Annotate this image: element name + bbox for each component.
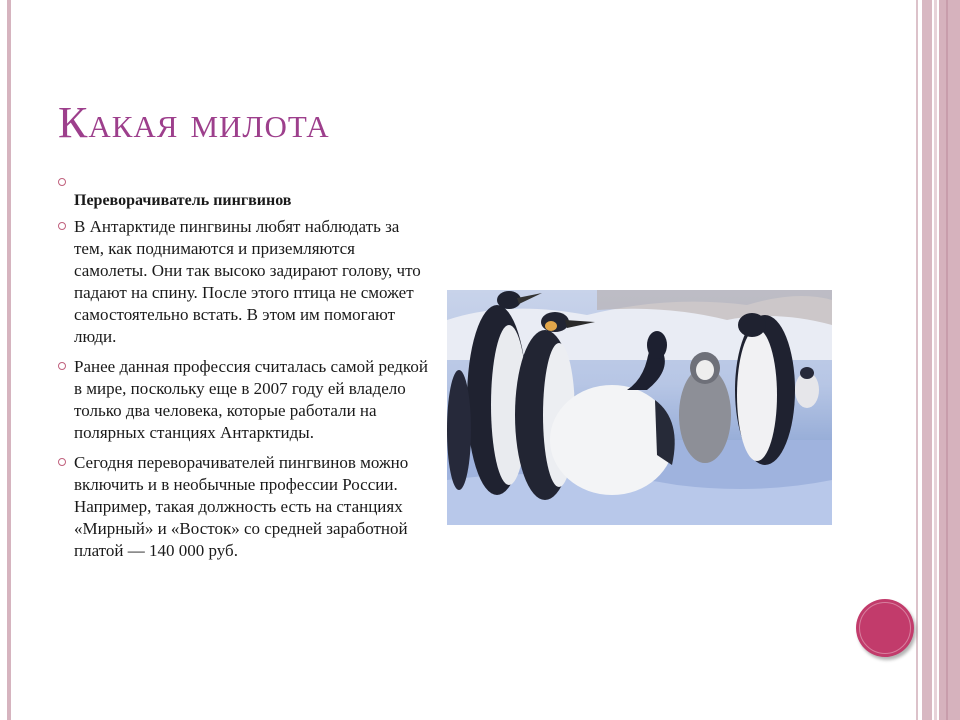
- section-subtitle: Переворачиватель пингвинов: [74, 192, 292, 209]
- bullet-text: Ранее данная профессия считалась самой редкой в мире, поскольку еще в 2007 году ей владело только два человека, которые работали на полярных станциях Антарктиды.: [74, 357, 428, 442]
- decor-stripe: [939, 0, 960, 720]
- navigation-circle-button[interactable]: [856, 599, 914, 657]
- bullet-circle-icon: [58, 178, 66, 186]
- bullet-circle-icon: [58, 222, 66, 230]
- list-item: [58, 216, 430, 348]
- decor-stripe: [934, 0, 937, 720]
- slide-title: Какая милота: [58, 98, 330, 147]
- slide-left-border: [7, 0, 11, 720]
- list-item: [58, 356, 430, 444]
- bullet-text: В Антарктиде пингвины любят наблюдать за тем, как поднимаются и приземляются самолеты. Они так высоко задирают голову, что падают на спину. После этого птица не сможет самостоятельно встать. В этом им помогают люди.: [74, 217, 421, 346]
- list-item: [58, 452, 430, 562]
- bullet-circle-icon: [58, 458, 66, 466]
- list-item: [58, 172, 430, 190]
- penguins-photo: [447, 290, 832, 525]
- decor-stripe: [916, 0, 918, 720]
- bullet-text: Сегодня переворачивателей пингвинов можно включить и в необычные профессии России. Например, такая должность есть на станциях «Мирный» и «Восток» со средней заработной платой — 140 000 руб.: [74, 453, 409, 560]
- slide-content: [58, 172, 430, 570]
- bullet-circle-icon: [58, 362, 66, 370]
- decor-stripe: [946, 0, 948, 720]
- decor-stripe: [922, 0, 932, 720]
- penguins-illustration: [447, 290, 832, 525]
